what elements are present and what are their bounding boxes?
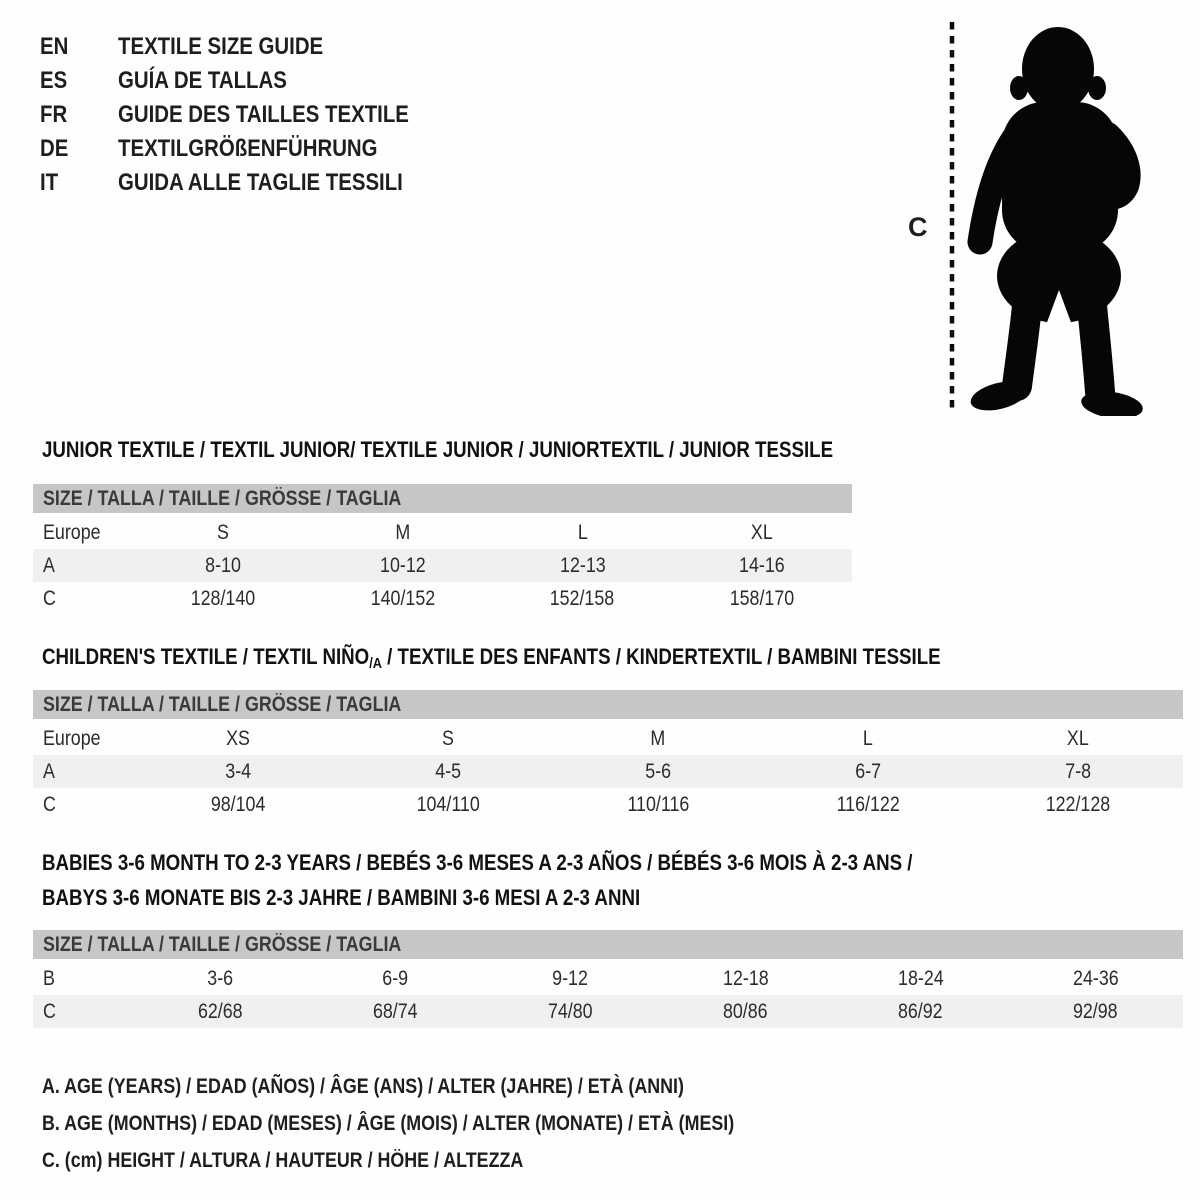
row-label: B <box>43 966 55 990</box>
size-header-text: SIZE / TALLA / TAILLE / GRÖSSE / TAGLIA <box>43 692 402 716</box>
toddler-ear-right <box>1088 76 1106 100</box>
junior-size-table <box>33 484 852 615</box>
size-cell: XL <box>751 520 774 544</box>
row-label: C <box>43 792 56 816</box>
row-label: A <box>43 553 55 577</box>
legend-line-b <box>42 1105 856 1142</box>
children-title-subscript: /A <box>369 655 382 672</box>
size-cell: S <box>216 520 229 544</box>
toddler-leg-left <box>1017 306 1027 386</box>
language-code: FR <box>40 101 68 128</box>
children-age-row <box>33 755 1183 788</box>
toddler-leg-right <box>1092 306 1100 392</box>
junior-height-row <box>33 582 852 615</box>
legend-line-c <box>42 1142 856 1179</box>
row-label: C <box>43 999 56 1023</box>
size-header-text: SIZE / TALLA / TAILLE / GRÖSSE / TAGLIA <box>43 486 402 510</box>
size-cell: L <box>863 726 873 750</box>
value-cell: 9-12 <box>552 966 589 990</box>
value-cell: 158/170 <box>729 586 795 610</box>
value-cell: 74/80 <box>548 999 593 1023</box>
value-cell: 6-7 <box>855 759 881 783</box>
language-code: DE <box>40 135 69 162</box>
toddler-silhouette-figure <box>905 14 1155 416</box>
children-height-row <box>33 788 1183 821</box>
value-cell: 8-10 <box>205 553 241 577</box>
size-cell: M <box>395 520 411 544</box>
row-label: C <box>43 586 56 610</box>
value-cell: 86/92 <box>898 999 943 1023</box>
babies-title-line1: BABIES 3-6 MONTH TO 2-3 YEARS / BEBÉS 3-6 MESES A 2-3 AÑOS / BÉBÉS 3-6 MOIS À 2-3 ANS / <box>42 850 913 875</box>
language-code: ES <box>40 67 68 94</box>
children-title-rest: / TEXTILE DES ENFANTS / KINDERTEXTIL / BAMBINI TESSILE <box>381 644 941 669</box>
legend-line-a-text: A. AGE (YEARS) / EDAD (AÑOS) / ÂGE (ANS) / ALTER (JAHRE) / ETÀ (ANNI) <box>42 1074 684 1098</box>
value-cell: 6-9 <box>382 966 409 990</box>
children-sizes-row <box>33 722 1183 755</box>
language-code: IT <box>40 169 59 196</box>
junior-age-row <box>33 549 852 582</box>
size-cell: XL <box>1067 726 1089 750</box>
junior-section-title <box>42 437 973 463</box>
value-cell: 68/74 <box>373 999 418 1023</box>
value-cell: 152/158 <box>550 586 615 610</box>
value-cell: 5-6 <box>645 759 671 783</box>
toddler-ear-left <box>1010 76 1028 100</box>
language-title: GUIDA ALLE TAGLIE TESSILI <box>118 169 403 196</box>
value-cell: 7-8 <box>1065 759 1091 783</box>
measurement-legend <box>42 1068 856 1179</box>
value-cell: 92/98 <box>1073 999 1118 1023</box>
children-section-title <box>42 644 1099 672</box>
legend-line-c-text: C. (cm) HEIGHT / ALTURA / HAUTEUR / HÖHE / ALTEZZA <box>42 1148 524 1172</box>
value-cell: 3-4 <box>225 759 251 783</box>
language-row-de <box>40 132 460 166</box>
junior-section-title-text: JUNIOR TEXTILE / TEXTIL JUNIOR/ TEXTILE JUNIOR / JUNIORTEXTIL / JUNIOR TESSILE <box>42 437 834 462</box>
value-cell: 24-36 <box>1072 966 1119 990</box>
size-cell: L <box>577 520 588 544</box>
value-cell: 128/140 <box>190 586 256 610</box>
row-label: A <box>43 759 55 783</box>
babies-section-title <box>42 845 1066 915</box>
language-title: GUIDE DES TAILLES TEXTILE <box>118 101 409 128</box>
value-cell: 98/104 <box>210 792 266 816</box>
value-cell: 3-6 <box>207 966 234 990</box>
children-section-title-text <box>42 644 941 672</box>
babies-months-row <box>33 962 1183 995</box>
value-cell: 80/86 <box>723 999 768 1023</box>
size-header-text: SIZE / TALLA / TAILLE / GRÖSSE / TAGLIA <box>43 932 402 956</box>
toddler-head <box>1022 27 1094 111</box>
height-measure-label: C <box>908 212 928 242</box>
language-title: GUÍA DE TALLAS <box>118 67 287 94</box>
legend-line-a <box>42 1068 856 1105</box>
value-cell: 104/110 <box>416 792 480 816</box>
language-row-en <box>40 30 460 64</box>
babies-height-row <box>33 995 1183 1028</box>
size-cell: M <box>650 726 666 750</box>
junior-sizes-row <box>33 516 852 549</box>
value-cell: 4-5 <box>435 759 461 783</box>
value-cell: 12-13 <box>559 553 606 577</box>
value-cell: 62/68 <box>198 999 243 1023</box>
value-cell: 18-24 <box>897 966 944 990</box>
babies-title-line2: BABYS 3-6 MONATE BIS 2-3 JAHRE / BAMBINI 3-6 MESI A 2-3 ANNI <box>42 885 641 910</box>
language-row-es <box>40 64 460 98</box>
children-table-header <box>33 690 1183 719</box>
language-title: TEXTILE SIZE GUIDE <box>118 33 324 60</box>
value-cell: 12-18 <box>722 966 769 990</box>
size-cell: XS <box>226 726 250 750</box>
toddler-figure <box>968 27 1145 416</box>
children-size-table <box>33 690 1183 821</box>
language-code: EN <box>40 33 69 60</box>
region-label: Europe <box>43 520 101 544</box>
language-row-it <box>40 166 460 200</box>
value-cell: 110/116 <box>627 792 689 816</box>
junior-table-header <box>33 484 852 513</box>
language-title-list <box>40 30 460 200</box>
value-cell: 140/152 <box>370 586 435 610</box>
value-cell: 116/122 <box>836 792 900 816</box>
value-cell: 122/128 <box>1045 792 1111 816</box>
language-title: TEXTILGRÖßENFÜHRUNG <box>118 135 378 162</box>
size-cell: S <box>442 726 454 750</box>
babies-size-table <box>33 930 1183 1028</box>
value-cell: 14-16 <box>739 553 785 577</box>
children-title-main: CHILDREN'S TEXTILE / TEXTIL NIÑO <box>42 644 370 669</box>
language-row-fr <box>40 98 460 132</box>
region-label: Europe <box>43 726 101 750</box>
babies-table-header <box>33 930 1183 959</box>
value-cell: 10-12 <box>379 553 426 577</box>
legend-line-b-text: B. AGE (MONTHS) / EDAD (MESES) / ÂGE (MOIS) / ALTER (MONATE) / ETÀ (MESI) <box>42 1111 735 1135</box>
